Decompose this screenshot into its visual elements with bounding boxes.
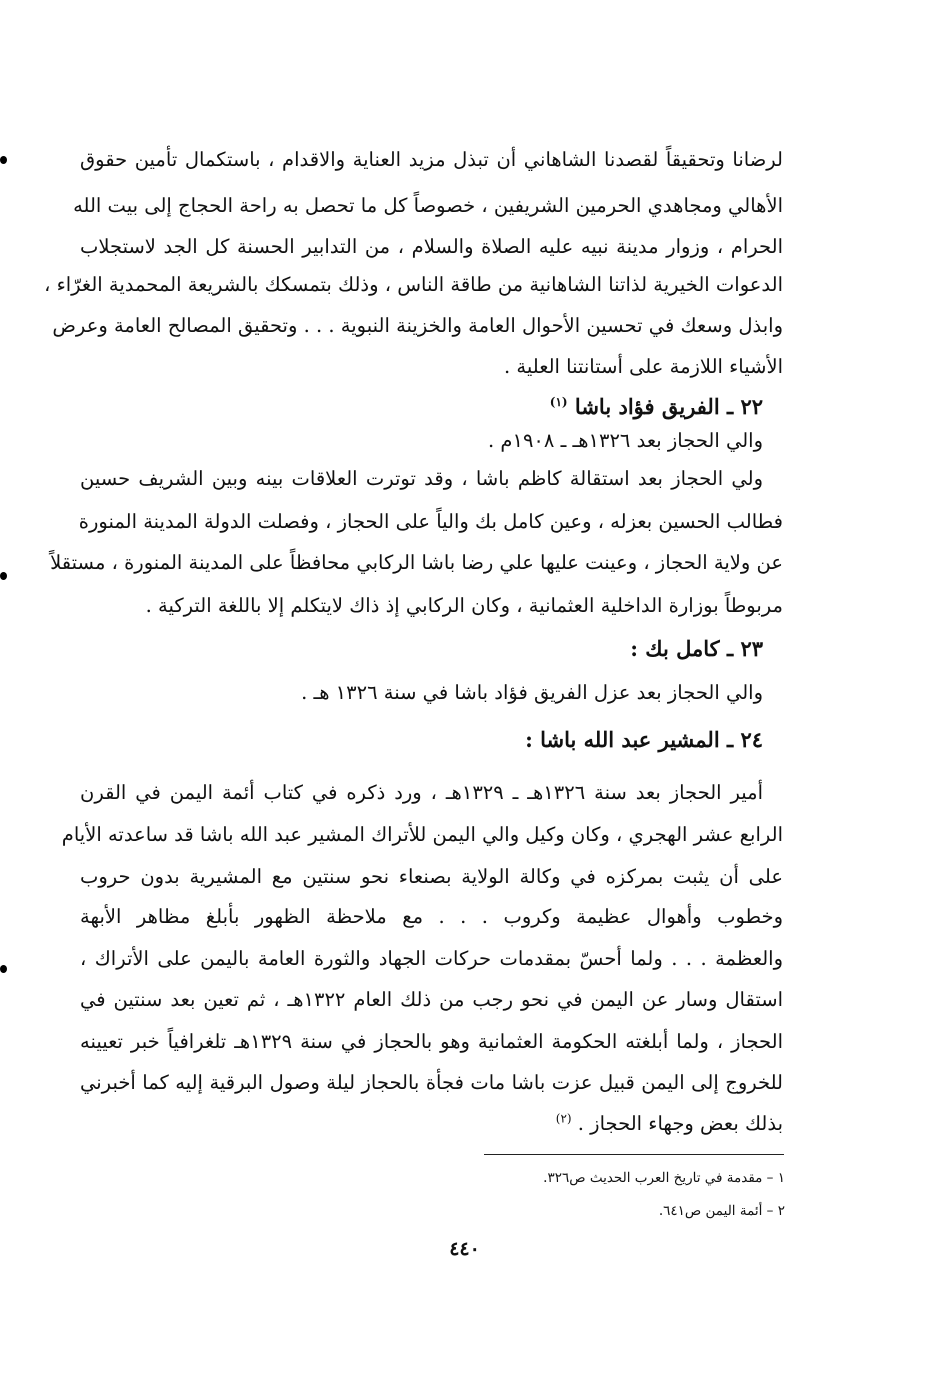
paragraph-line: للخروج إلى اليمن قبيل عزت باشا مات فجأة بالحجاز ليلة وصول البرقية إليه كما أخبرني (80, 1071, 783, 1094)
paragraph-text: بذلك بعض وجهاء الحجاز . (577, 1112, 783, 1135)
paragraph-line: مربوطاً بوزارة الداخلية العثمانية ، وكان الركابي إذ ذاك لايتكلم إلا باللغة التركية . (145, 594, 783, 617)
paragraph-line: فطالب الحسين بعزله ، وعين كامل بك والياً على الحجاز ، وفصلت الدولة المدينة المنورة (78, 510, 783, 533)
paragraph-line: أمير الحجاز بعد سنة ١٣٢٦هـ ـ ١٣٢٩هـ ، ورد ذكره في كتاب أئمة اليمن في القرن (80, 781, 764, 804)
section-title: ٢٢ ـ الفريق فؤاد باشا (574, 394, 763, 419)
footnote-ref-1: (١) (549, 395, 568, 409)
paragraph-line: وخطوب وأهوال عظيمة وكروب . . . مع ملاحظة الظهور بأبلغ مظاهر الأبهة (80, 905, 783, 928)
paragraph-line: الدعوات الخيرية لذاتنا الشاهانية من طاقة الناس ، وذلك بتمسكك بالشريعة المحمدية الغرّاء ، (44, 273, 783, 296)
paragraph-line: الحرام ، وزوار مدينة نبيه عليه الصلاة والسلام ، من التدابير الحسنة كل الجد لاستجلاب (80, 235, 783, 258)
margin-dot (0, 572, 7, 580)
paragraph-line: والعظمة . . . ولما أحسّ بمقدمات حركات الجهاد والثورة العامة باليمن على الأتراك ، (80, 947, 783, 970)
paragraph-line: وابذل وسعك في تحسين الأحوال العامة والخزينة النبوية . . . وتحقيق المصالح العامة وعرض (52, 314, 783, 337)
section-heading-24: ٢٤ ـ المشير عبد الله باشا : (525, 727, 763, 752)
margin-dot (0, 156, 7, 164)
footnote-ref-2: (٢) (555, 1111, 572, 1126)
section-subtitle: والي الحجاز بعد عزل الفريق فؤاد باشا في سنة ١٣٢٦ هـ . (301, 681, 763, 704)
footnote-2: ٢ – أئمة اليمن ص٦٤١. (658, 1203, 785, 1219)
section-subtitle: والي الحجاز بعد ١٣٢٦هـ ـ ١٩٠٨م . (488, 429, 763, 452)
paragraph-line: الرابع عشر الهجري ، وكان وكيل والي اليمن للأتراك المشير عبد الله باشا قد ساعدته الأيام (61, 823, 783, 846)
paragraph-line: الأشياء اللازمة على أستانتنا العلية . (504, 355, 783, 378)
paragraph-line: على أن يثبت بمركزه في وكالة الولاية بصنعاء نحو سنتين مع المشيرية بدون حروب (80, 865, 783, 888)
paragraph-line: لرضانا وتحقيقاً لقصدنا الشاهاني أن تبذل مزيد العناية والاقدام ، باستكمال تأمين حقوق (80, 148, 783, 171)
paragraph-line (556, 1107, 783, 1141)
footnote-separator (484, 1154, 784, 1155)
paragraph-line: عن ولاية الحجاز ، وعينت عليها علي رضا باشا الركابي محافظاً على المدينة المنورة ، مستقلاً (50, 551, 783, 574)
page-number: ٤٤٠ (449, 1238, 480, 1260)
section-heading-23: ٢٣ ـ كامل بك : (630, 636, 763, 661)
paragraph-line: الأهالي ومجاهدي الحرمين الشريفين ، خصوصاً كل ما تحصل به راحة الحجاج إلى بيت الله (73, 194, 783, 217)
paragraph-line: استقال وسار عن اليمن في نحو رجب من ذلك العام ١٣٢٢هـ ، ثم تعين بعد سنتين في (80, 988, 783, 1011)
section-heading-22 (550, 390, 763, 424)
paragraph-line: ولي الحجاز بعد استقالة كاظم باشا ، وقد توترت العلاقات بينه وبين الشريف حسين (80, 467, 763, 490)
margin-dot (0, 965, 7, 973)
footnote-1: ١ – مقدمة في تاريخ العرب الحديث ص٣٢٦. (543, 1170, 785, 1186)
paragraph-line: الحجاز ، ولما أبلغته الحكومة العثمانية وهو بالحجاز في سنة ١٣٢٩هـ تلغرافياً خبر تعيينه (80, 1030, 783, 1053)
